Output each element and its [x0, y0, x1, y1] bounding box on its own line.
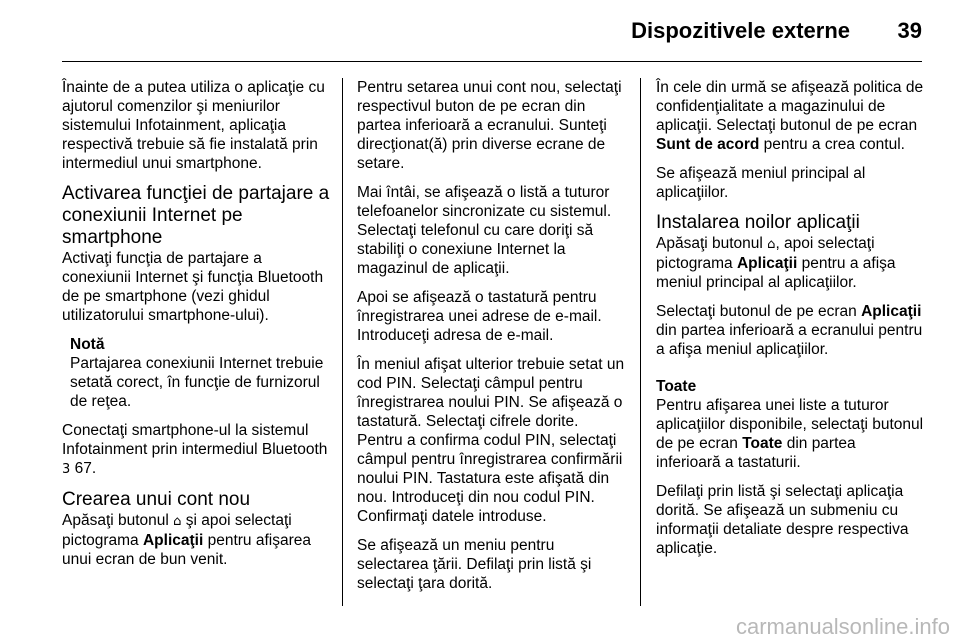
column-1 — [62, 78, 330, 579]
text: şi apoi selectaţi pictograma — [62, 512, 292, 549]
paragraph: Se afişează un meniu pentru selectarea ţării. Defilaţi prin listă şi selectaţi ţara dorită. — [357, 537, 592, 592]
watermark: carmanualsonline.info — [735, 614, 950, 639]
apps-label: Aplicaţii — [861, 303, 922, 320]
paragraph: Defilaţi prin listă şi selectaţi aplicaţia dorită. Se afişează un submeniu cu informaţii detaliate despre respectiva aplicaţie. — [656, 483, 909, 557]
page-header-title: Dispozitivele externe — [631, 18, 850, 43]
text: pentru afişarea unui ecran de bun venit. — [62, 532, 311, 568]
paragraph — [656, 302, 924, 359]
heading-create-account: Crearea unui cont nou — [62, 489, 251, 510]
note-title: Notă — [70, 336, 105, 353]
all-label: Toate — [742, 435, 783, 452]
paragraph: Mai întâi, se afişează o listă a tuturor telefoanelor sincronizate cu sistemul. Selectaţi telefonul cu care doriţi să stabiliţi o conexiune Internet la magazinul de aplicaţii. — [357, 184, 612, 277]
agree-label: Sunt de acord — [656, 136, 760, 153]
connect-paragraph — [62, 421, 330, 479]
connect-text: Conectaţi smartphone-ul la sistemul Infotainment prin intermediul Bluetooth — [62, 422, 328, 458]
heading-install-apps: Instalarea noilor aplicaţii — [656, 212, 860, 233]
page-number: 39 — [897, 18, 922, 43]
text: Selectaţi butonul de pe ecran — [656, 303, 862, 320]
text: Apăsaţi butonul — [62, 512, 174, 529]
all-subheading: Toate — [656, 378, 697, 395]
text: pentru a afişa meniul principal al aplicaţiilor. — [656, 255, 896, 291]
heading-internet-sharing: Activarea funcţiei de partajare a conexiunii Internet pe smartphone — [62, 183, 330, 248]
text: În cele din urmă se afişează politica de confidenţialitate a magazinului de aplicaţii. Selectaţi butonul de pe ecran — [656, 79, 924, 134]
column-2 — [357, 78, 625, 603]
all-section — [656, 377, 924, 472]
note-text: Partajarea conexiunii Internet trebuie setată corect, în funcţie de furnizorul de reţea. — [70, 355, 324, 410]
text: Pentru afişarea unei liste a tuturor aplicaţiilor disponibile, selectaţi butonul de pe ecran — [656, 397, 924, 452]
text: din partea inferioară a tastaturii. — [656, 435, 856, 471]
internet-sharing-paragraph: Activaţi funcţia de partajare a conexiunii Internet şi funcţia Bluetooth de pe smartphone (vezi ghidul utilizatorului smartphone-ului). — [62, 250, 324, 324]
note-box — [70, 335, 330, 411]
create-account-paragraph — [62, 511, 330, 569]
text: din partea inferioară a ecranului pentru a afişa meniul aplicaţiilor. — [656, 322, 923, 358]
text: pentru a crea contul. — [759, 136, 905, 153]
paragraph: Apoi se afişează o tastatură pentru înregistrarea unei adrese de e-mail. Introduceţi adresa de e-mail. — [357, 289, 602, 344]
apps-label: Aplicaţii — [142, 532, 204, 549]
header-rule — [62, 61, 922, 62]
paragraph: În meniul afişat ulterior trebuie setat un cod PIN. Selectaţi câmpul pentru înregistrarea noului PIN. Se afişează o tastatură. Selectaţi cifrele dorite. Pentru a confirma codul PIN, selectaţi câmpul pentru înregistrarea confirmării noului PIN. Tastatura este afişată din nou. Introduceţi din nou codul PIN. Confirmaţi datele introduse. — [357, 356, 625, 525]
intro-paragraph: Înainte de a putea utiliza o aplicaţie cu ajutorul comenzilor şi meniurilor sistemului Infotainment, aplicaţia respectivă trebuie să fie instalată prin intermediul unui smartphone. — [62, 79, 325, 172]
home-icon: ⌂ — [767, 237, 776, 252]
column-3 — [656, 78, 924, 568]
column-divider — [640, 78, 641, 606]
paragraph — [656, 78, 924, 154]
apps-label: Aplicaţii — [736, 255, 798, 272]
connect-ref-page[interactable]: 67. — [70, 460, 97, 477]
text: Apăsaţi butonul — [656, 235, 768, 252]
paragraph — [656, 234, 924, 292]
column-divider — [342, 78, 343, 606]
page-ref-arrow-icon: 3 — [62, 462, 71, 477]
home-icon: ⌂ — [173, 514, 182, 529]
paragraph: Pentru setarea unui cont nou, selectaţi respectivul buton de pe ecran din partea inferioară a ecranului. Sunteţi direcţionat(ă) prin diverse ecrane de setare. — [357, 79, 622, 172]
paragraph: Se afişează meniul principal al aplicaţiilor. — [656, 165, 866, 201]
text: , apoi selectaţi pictograma — [656, 235, 875, 272]
